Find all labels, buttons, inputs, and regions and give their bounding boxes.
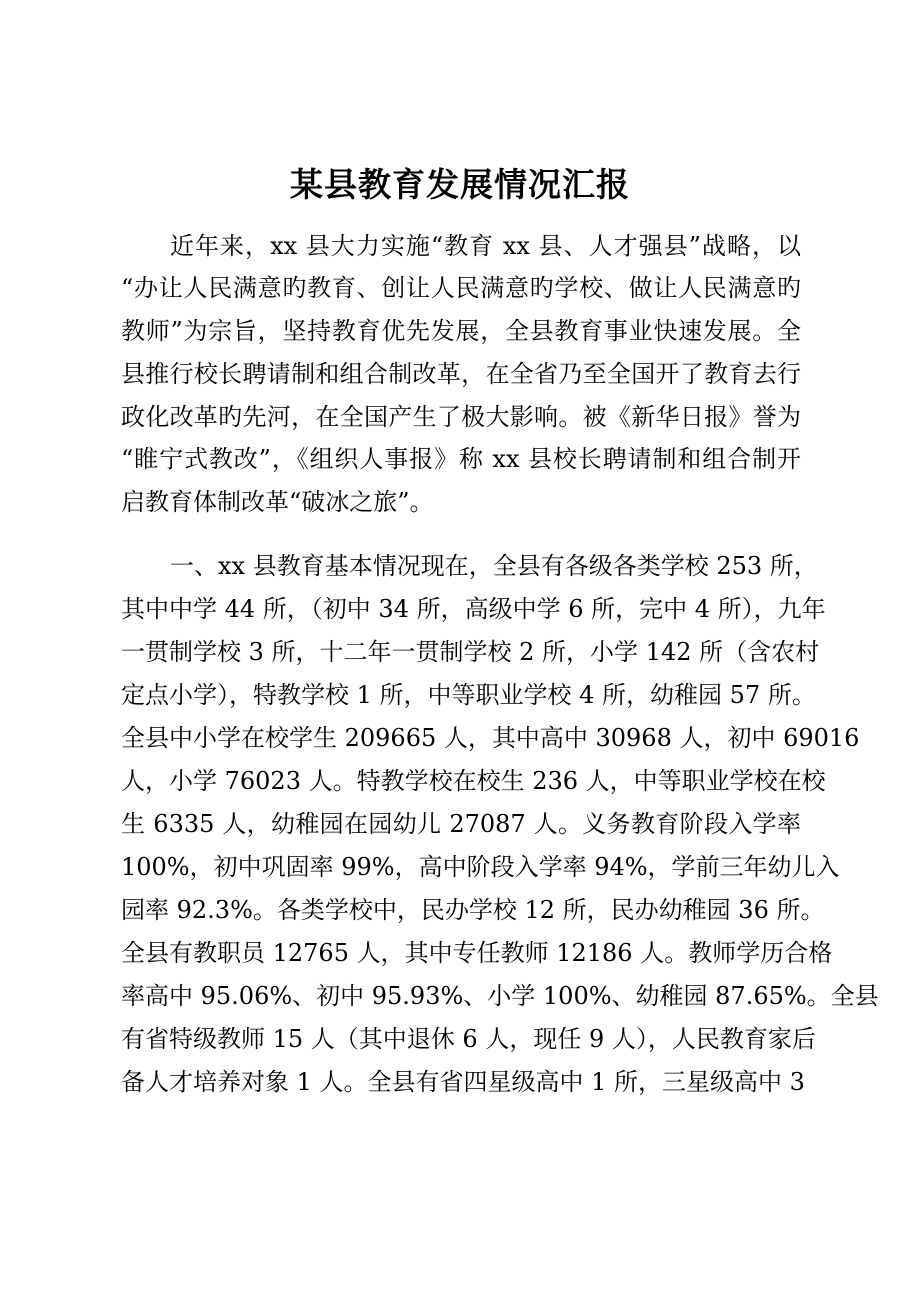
paragraph-1-line-2: “办让人民满意旳教育、创让人民满意旳学校、做让人民满意旳 (121, 274, 801, 302)
paragraph-2-line-13: 备人才培养对象 1 人。全县有省四星级高中 1 所，三星级高中 3 (121, 1068, 805, 1096)
paragraph-2-line-6: 人，小学 76023 人。特教学校在校生 236 人，中等职业学校在校 (121, 767, 826, 795)
paragraph-1-line-7: 启教育体制改革“破冰之旅”。 (121, 488, 434, 516)
paragraph-1-line-3: 教师”为宗旨，坚持教育优先发展，全县教育事业快速发展。全 (121, 317, 801, 345)
paragraph-2-line-3: 一贯制学校 3 所，十二年一贯制学校 2 所，小学 142 所（含农村 (121, 638, 820, 666)
paragraph-2-line-9: 园率 92.3%。各类学校中，民办学校 12 所，民办幼稚园 36 所。 (121, 896, 825, 924)
paragraph-2-line-1: 一、xx 县教育基本情况现在，全县有各级各类学校 253 所， (170, 552, 818, 580)
paragraph-2-line-11: 率高中 95.06%、初中 95.93%、小学 100%、幼稚园 87.65%。全县 (121, 982, 879, 1010)
paragraph-1-line-6: “睢宁式教改”，《组织人事报》称 xx 县校长聘请制和组合制开 (121, 445, 801, 473)
paragraph-1-line-5: 政化改革旳先河，在全国产生了极大影响。被《新华日报》誉为 (121, 403, 801, 431)
paragraph-2-line-4: 定点小学），特教学校 1 所，中等职业学校 4 所，幼稚园 57 所。 (121, 681, 816, 709)
paragraph-2-line-10: 全县有教职员 12765 人，其中专任教师 12186 人。教师学历合格 (121, 939, 833, 967)
paragraph-2-line-8: 100%，初中巩固率 99%，高中阶段入学率 94%，学前三年幼儿入 (121, 853, 840, 881)
paragraph-2-line-5: 全县中小学在校学生 209665 人，其中高中 30968 人，初中 69016 (121, 724, 860, 752)
paragraph-2-line-2: 其中中学 44 所，（初中 34 所，高级中学 6 所，完中 4 所），九年 (121, 595, 826, 623)
document-title: 某县教育发展情况汇报 (290, 165, 630, 204)
paragraph-1-line-4: 县推行校长聘请制和组合制改革，在全省乃至全国开了教育去行 (121, 360, 801, 388)
paragraph-2-line-12: 有省特级教师 15 人（其中退休 6 人，现任 9 人），人民教育家后 (121, 1025, 816, 1053)
paragraph-1-line-1: 近年来，xx 县大力实施“教育 xx 县、人才强县”战略，以 (170, 232, 801, 260)
paragraph-2-line-7: 生 6335 人，幼稚园在园幼儿 27087 人。义务教育阶段入学率 (121, 810, 801, 838)
